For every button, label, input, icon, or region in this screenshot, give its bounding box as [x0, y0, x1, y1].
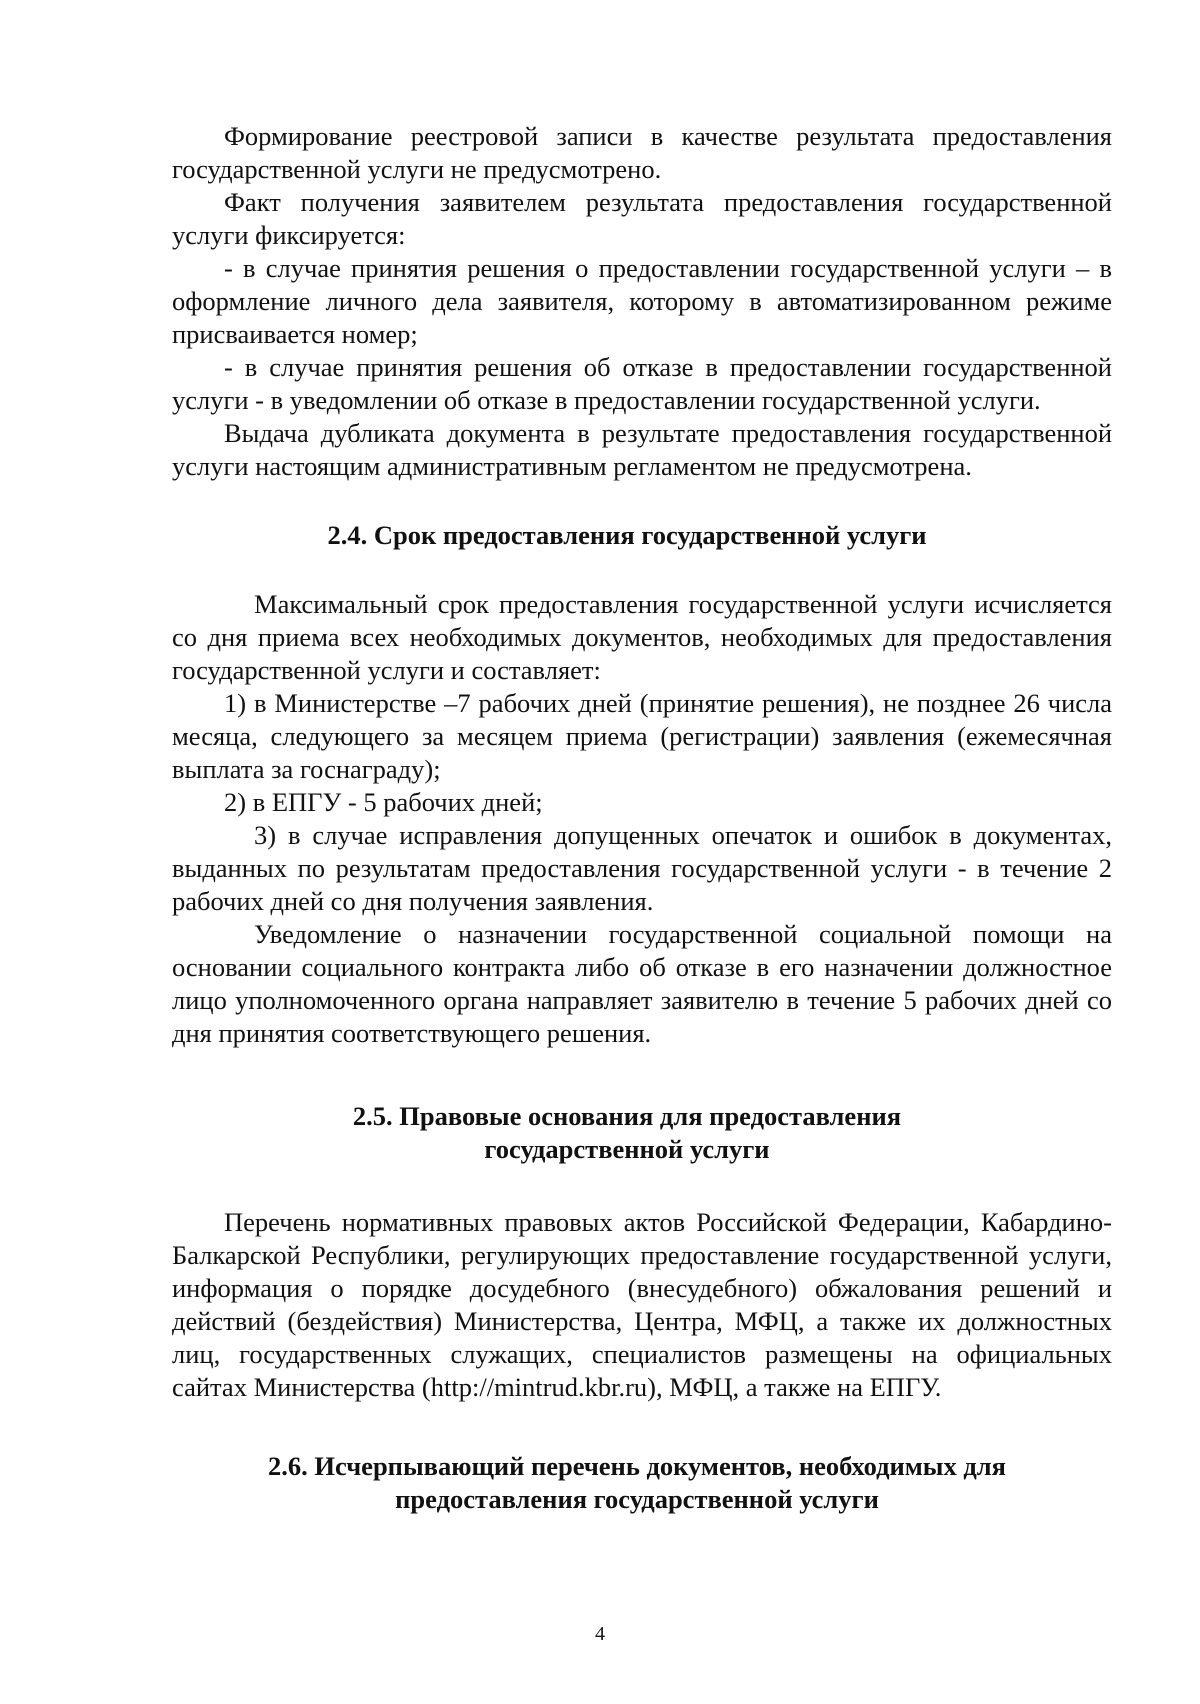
paragraph-decision-granted: - в случае принятия решения о предоставлении государственной услуги – в оформление личного дела заявителя, которому в автоматизированном режиме присваивается номер;: [172, 253, 1112, 349]
section-heading-2-6-line1: 2.6. Исчерпывающий перечень документов, необходимых для: [268, 1451, 1006, 1481]
section-heading-2-6: [172, 1450, 1112, 1516]
list-item-ministry: 1) в Министерстве –7 рабочих дней (принятие решения), не позднее 26 числа месяца, следующего за месяцем приема (регистрации) заявления (ежемесячная выплата за госнаграду);: [172, 688, 1112, 784]
paragraph-result-fact: Факт получения заявителем результата предоставления государственной услуги фиксируется:: [172, 187, 1112, 250]
paragraph-notification: Уведомление о назначении государственной социальной помощи на основании социального контракта либо об отказе в его назначении должностное лицо уполномоченного органа направляет заявителю в течение 5 рабочих дней со дня принятия соответствующего решения.: [172, 919, 1112, 1048]
section-heading-2-5-line1: 2.5. Правовые основания для предоставления: [352, 1101, 902, 1131]
paragraph-legal-acts: Перечень нормативных правовых актов Российской Федерации, Кабардино-Балкарской Республики, регулирующих предоставление государственной услуги, информация о порядке досудебного (внесудебного) обжалования решений и действий (бездействия) Министерства, Центра, МФЦ, а также их должностных лиц, государственных служащих, специалистов размещены на официальных сайтах Министерства (http://mintrud.kbr.ru), МФЦ, а также на ЕПГУ.: [172, 1207, 1112, 1402]
paragraph-decision-refused: - в случае принятия решения об отказе в предоставлении государственной услуги - в уведомлении об отказе в предоставлении государственной услуги.: [172, 352, 1112, 415]
section-heading-2-5: [172, 1100, 1112, 1166]
paragraph-duplicate: Выдача дубликата документа в результате предоставления государственной услуги настоящим административным регламентом не предусмотрена.: [172, 418, 1112, 481]
section-heading-2-6-line2: предоставления государственной услуги: [395, 1484, 879, 1514]
list-item-epgu: 2) в ЕПГУ - 5 рабочих дней;: [224, 787, 543, 817]
page-number: 4: [595, 1623, 605, 1645]
list-item-corrections: 3) в случае исправления допущенных опечаток и ошибок в документах, выданных по результатам предоставления государственной услуги - в течение 2 рабочих дней со дня получения заявления.: [172, 820, 1112, 916]
section-heading-2-4: 2.4. Срок предоставления государственной услуги: [327, 520, 927, 550]
section-heading-2-5-line2: государственной услуги: [484, 1134, 770, 1164]
paragraph-max-term: Максимальный срок предоставления государственной услуги исчисляется со дня приема всех необходимых документов, необходимых для предоставления государственной услуги и составляет:: [172, 589, 1112, 685]
paragraph-registry-record: Формирование реестровой записи в качестве результата предоставления государственной услуги не предусмотрено.: [172, 121, 1112, 184]
